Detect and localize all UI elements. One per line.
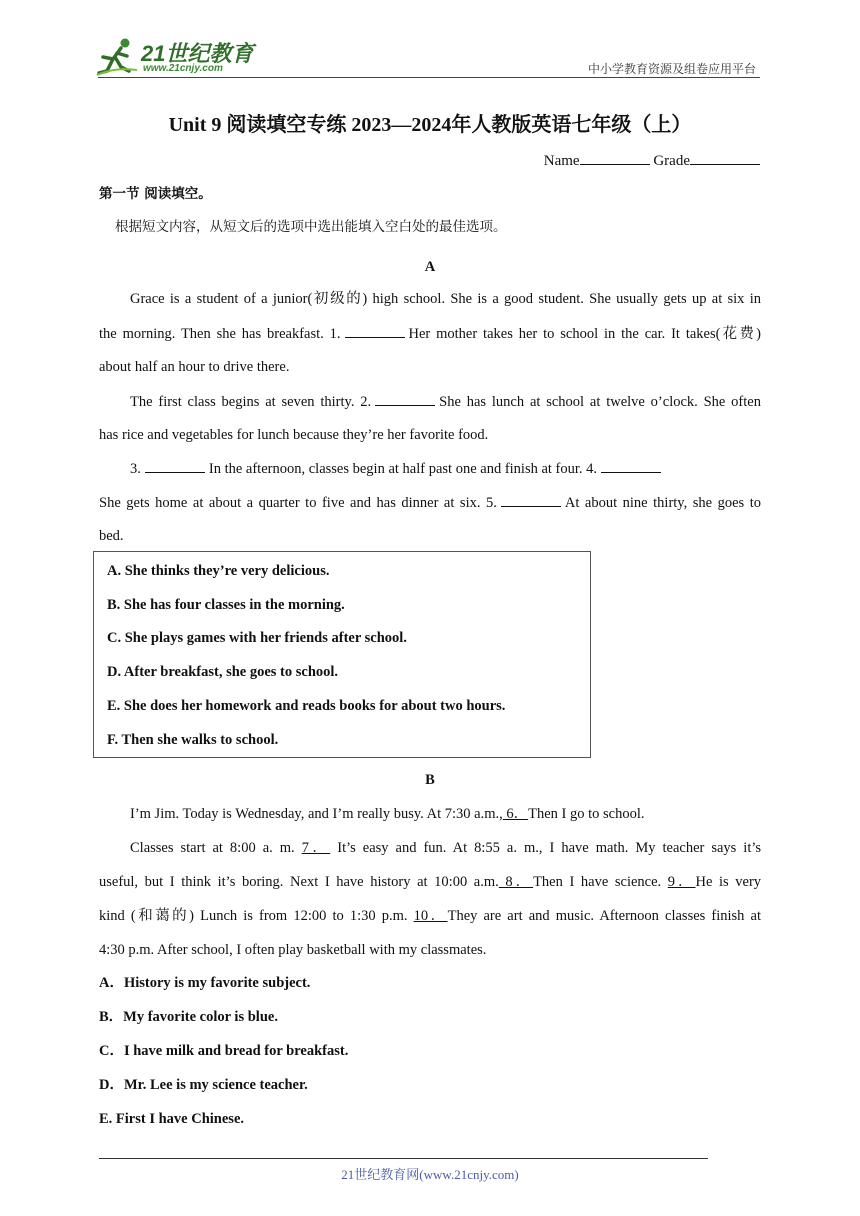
passage-a-line-8: bed. bbox=[99, 528, 124, 544]
options-box-a bbox=[93, 551, 591, 758]
name-label: Name bbox=[543, 153, 580, 169]
passage-a-line-4 bbox=[130, 391, 761, 412]
page-title: Unit 9 阅读填空专练 2023—2024年人教版英语七年级（上） bbox=[168, 114, 692, 136]
blank-4[interactable] bbox=[601, 458, 661, 473]
option-c: C. She plays games with her friends after school. bbox=[107, 630, 407, 646]
passage-b-line-3 bbox=[99, 872, 761, 892]
blank-2[interactable] bbox=[375, 391, 435, 406]
logo-text: 21世纪教育 bbox=[141, 41, 254, 66]
blank-1[interactable] bbox=[345, 323, 405, 338]
passage-b-text: It’s easy and fun. At 8:55 a. m., I have math. My teacher says it’s bbox=[337, 840, 762, 856]
grade-label: Grade bbox=[653, 153, 690, 169]
footer-divider bbox=[99, 1158, 708, 1159]
passage-a-label: A bbox=[424, 259, 436, 275]
section-heading: 第一节 阅读填空。 bbox=[99, 186, 212, 202]
passage-a-text: She gets home at about a quarter to five and has dinner at six. 5. bbox=[99, 495, 497, 511]
passage-b-line-4 bbox=[99, 906, 761, 926]
blank-5[interactable] bbox=[501, 492, 561, 507]
option-f: F. Then she walks to school. bbox=[107, 732, 279, 748]
passage-a-line-2 bbox=[99, 323, 761, 344]
name-blank[interactable] bbox=[580, 151, 650, 165]
passage-b-text: He is very bbox=[695, 874, 762, 890]
passage-b-text: useful, but I think it’s boring. Next I have history at 10:00 a.m. bbox=[99, 874, 499, 890]
option-a: A. She thinks they’re very delicious. bbox=[107, 563, 330, 579]
option-b-c: C．I have milk and bread for breakfast. bbox=[99, 1043, 349, 1059]
passage-a-line-7 bbox=[99, 492, 761, 513]
passage-a-text: the morning. Then she has breakfast. 1. bbox=[99, 326, 341, 342]
passage-b-line-2 bbox=[130, 838, 761, 858]
blank-10[interactable]: 10． bbox=[413, 908, 448, 924]
option-e: E. She does her homework and reads books for about two hours. bbox=[107, 698, 506, 714]
footer-link[interactable]: 21世纪教育网(www.21cnjy.com) bbox=[341, 1167, 519, 1182]
option-d: D. After breakfast, she goes to school. bbox=[107, 664, 339, 680]
passage-b-text: They are art and music. Afternoon classes finish at bbox=[447, 908, 761, 924]
option-b-d: D．Mr. Lee is my science teacher. bbox=[99, 1077, 308, 1093]
passage-b-text: Then I go to school. bbox=[528, 806, 645, 822]
passage-a-line-6 bbox=[130, 458, 792, 479]
passage-b-text: I’m Jim. Today is Wednesday, and I’m really busy. At 7:30 a.m., bbox=[130, 806, 503, 822]
name-grade-line bbox=[544, 151, 760, 170]
passage-a-text: 3. bbox=[130, 461, 141, 477]
blank-3[interactable] bbox=[145, 458, 205, 473]
option-b-b: B．My favorite color is blue. bbox=[99, 1009, 278, 1025]
passage-b-line-5: 4:30 p.m. After school, I often play basketball with my classmates. bbox=[99, 942, 487, 958]
passage-a-text: She has lunch at school at twelve o’clock. She often bbox=[439, 394, 761, 410]
passage-a-text: In the afternoon, classes begin at half past one and finish at four. 4. bbox=[208, 461, 598, 477]
blank-9[interactable]: 9． bbox=[667, 874, 696, 890]
passage-b-label: B bbox=[425, 772, 435, 788]
passage-a-line-5: has rice and vegetables for lunch because they’re her favorite food. bbox=[99, 427, 489, 443]
passage-a-text: At about nine thirty, she goes to bbox=[564, 495, 761, 511]
logo-url: www.21cnjy.com bbox=[143, 63, 223, 74]
passage-b-text: Classes start at 8:00 a. m. bbox=[130, 840, 295, 856]
platform-name: 中小学教育资源及组卷应用平台 bbox=[587, 62, 756, 76]
passage-b-text: kind (和蔼的) Lunch is from 12:00 to 1:30 p.m. bbox=[99, 908, 408, 924]
logo bbox=[95, 35, 265, 79]
blank-7[interactable]: 7． bbox=[301, 840, 331, 856]
option-b-a: A．History is my favorite subject. bbox=[99, 975, 311, 991]
option-b-e: E. First I have Chinese. bbox=[99, 1111, 244, 1127]
runner-logo-icon bbox=[95, 37, 139, 77]
grade-blank[interactable] bbox=[690, 151, 760, 165]
passage-a-text: The first class begins at seven thirty. 2. bbox=[130, 394, 372, 410]
passage-a-line-1: Grace is a student of a junior(初级的) high school. She is a good student. She usually gets up at six in bbox=[130, 291, 761, 307]
passage-b-line-1 bbox=[130, 804, 792, 824]
blank-6[interactable]: 6． bbox=[502, 806, 529, 822]
header-divider bbox=[98, 77, 760, 78]
instruction: 根据短文内容，从短文后的选项中选出能填入空白处的最佳选项。 bbox=[115, 219, 507, 235]
blank-8[interactable]: 8． bbox=[498, 874, 534, 890]
passage-a-text: Her mother takes her to school in the car. It takes(花费) bbox=[408, 326, 761, 342]
passage-b-text: Then I have science. bbox=[533, 874, 662, 890]
option-b: B. She has four classes in the morning. bbox=[107, 597, 345, 613]
passage-a-line-3: about half an hour to drive there. bbox=[99, 359, 290, 375]
